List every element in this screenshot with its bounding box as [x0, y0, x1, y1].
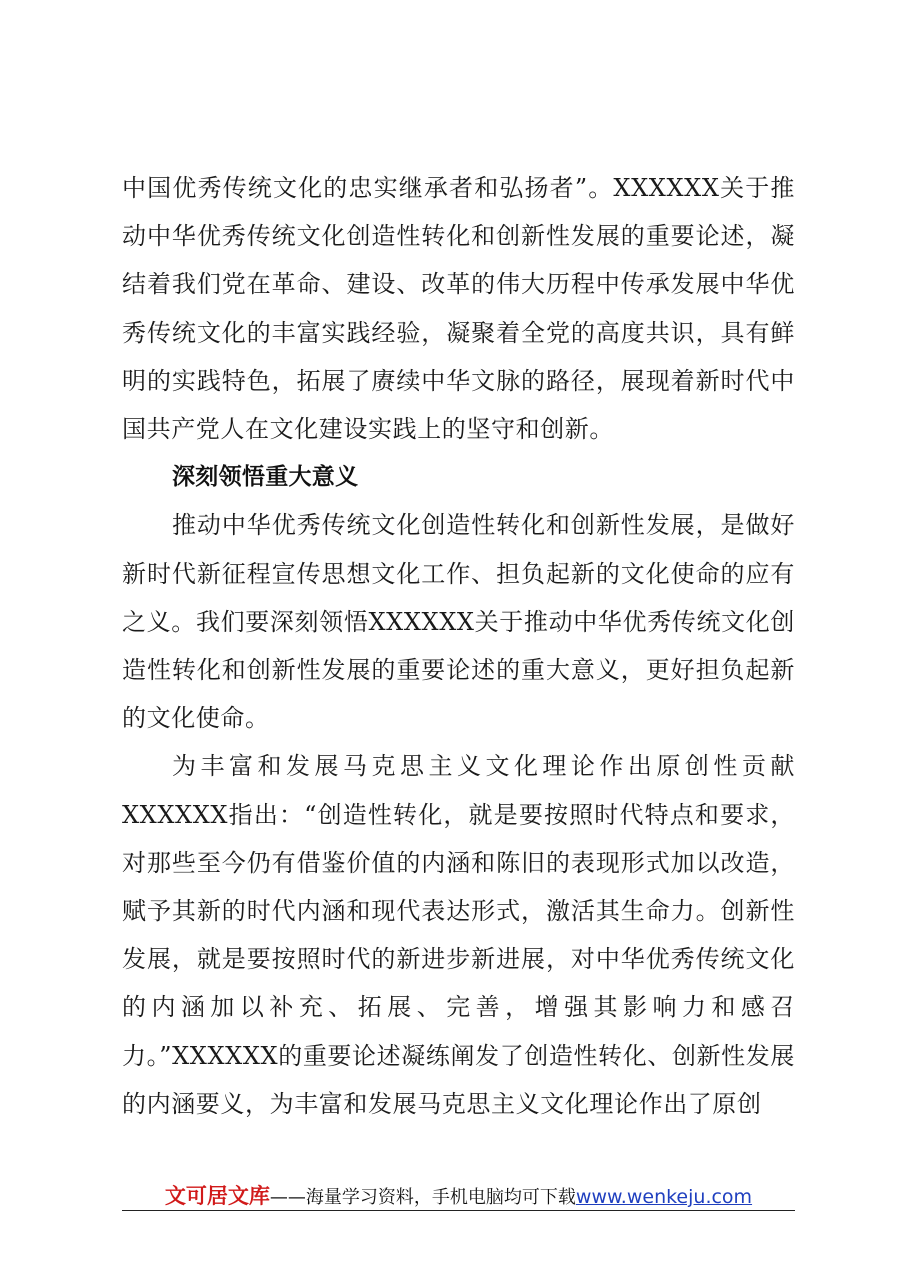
paragraph-2: 推动中华优秀传统文化创造性转化和创新性发展，是做好新时代新征程宣传思想文化工作、担负起新的文化使命的应有之义。我们要深刻领悟XXXXXX关于推动中华优秀传统文化创造性转化和创新性发展的重要论述的重大意义，更好担负起新的文化使命。 [122, 511, 795, 733]
footer-slogan: ——海量学习资料，手机电脑均可下载 [269, 1187, 576, 1208]
paragraph-1: 中国优秀传统文化的忠实继承者和弘扬者”。XXXXXX关于推动中华优秀传统文化创造性转化和创新性发展的重要论述，凝结着我们党在革命、建设、改革的伟大历程中传承发展中华优秀传统文化的丰富实践经验，凝聚着全党的高度共识，具有鲜明的实践特色，拓展了赓续中华文脉的路径，展现着新时代中国共产党人在文化建设实践上的坚守和创新。 [122, 174, 795, 444]
footer-divider [122, 1210, 795, 1211]
section-heading: 深刻领悟重大意义 [172, 464, 359, 491]
page-footer [122, 1180, 795, 1214]
footer-brand: 文可居文库 [164, 1184, 270, 1208]
document-body [122, 164, 795, 1128]
footer-site-link[interactable]: www.wenkeju.com [575, 1186, 753, 1208]
paragraph-3: 为丰富和发展马克思主义文化理论作出原创性贡献XXXXXX指出：“创造性转化，就是要按照时代特点和要求，对那些至今仍有借鉴价值的内涵和陈旧的表现形式加以改造，赋予其新的时代内涵和现代表达形式，激活其生命力。创新性发展，就是要按照时代的新进步新进展，对中华优秀传统文化的内涵加以补充、拓展、完善，增强其影响力和感召力。”XXXXXX的重要论述凝练阐发了创造性转化、创新性发展的内涵要义，为丰富和发展马克思主义文化理论作出了原创 [122, 752, 795, 1118]
